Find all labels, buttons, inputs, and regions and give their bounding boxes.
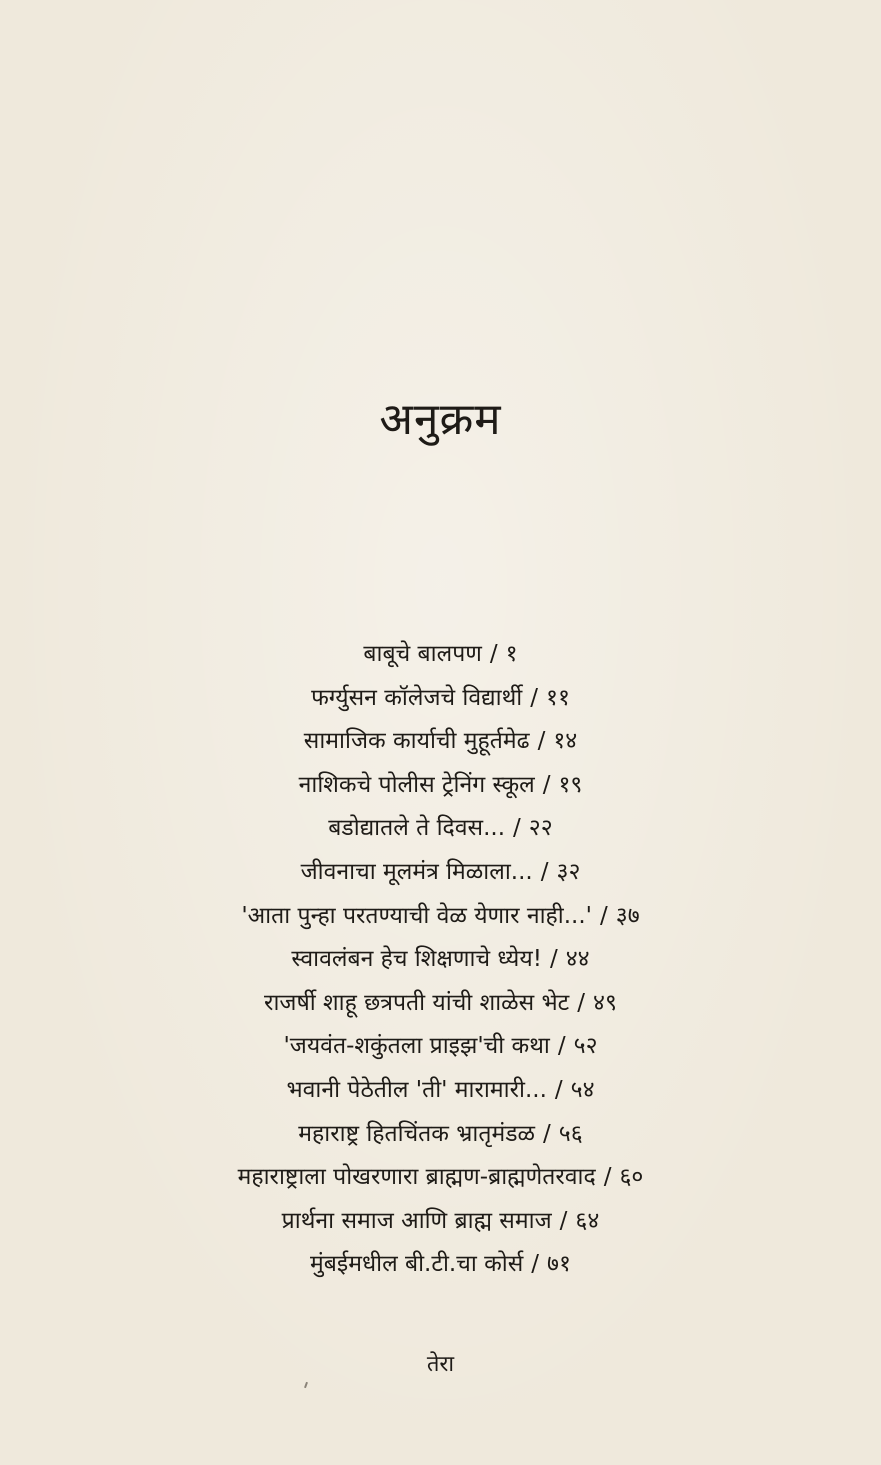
toc-entry bbox=[0, 720, 881, 764]
entry-page: ६० bbox=[619, 1164, 644, 1191]
toc-entry bbox=[0, 677, 881, 721]
entry-page: ११ bbox=[546, 684, 570, 711]
entry-title: बाबूचे बालपण bbox=[363, 641, 482, 667]
entry-separator: / bbox=[530, 684, 539, 711]
toc-entry bbox=[0, 764, 881, 808]
entry-page: २२ bbox=[528, 815, 553, 842]
entry-title: नाशिकचे पोलीस ट्रेनिंग स्कूल bbox=[298, 771, 535, 798]
entry-page: ३७ bbox=[615, 902, 640, 929]
entry-page: १९ bbox=[558, 771, 583, 798]
entry-page: ५६ bbox=[558, 1120, 583, 1147]
entry-page: ६४ bbox=[575, 1207, 600, 1234]
entry-separator: / bbox=[543, 1120, 551, 1147]
entry-separator: / bbox=[537, 728, 546, 755]
entry-separator: / bbox=[554, 1076, 563, 1103]
entry-title: मुंबईमधील बी.टी.चा कोर्स bbox=[310, 1251, 524, 1278]
entry-title: महाराष्ट्राला पोखरणारा ब्राह्मण-ब्राह्मणेतरवाद bbox=[237, 1164, 596, 1191]
toc-entry bbox=[0, 1243, 881, 1287]
toc-entry bbox=[0, 982, 881, 1026]
toc-entry bbox=[0, 1200, 881, 1244]
entry-page: १ bbox=[505, 641, 518, 667]
toc-entry bbox=[0, 895, 881, 939]
entry-page: ४४ bbox=[565, 946, 590, 973]
entry-separator: / bbox=[603, 1164, 612, 1191]
entry-title: जीवनाचा मूलमंत्र मिळाला... bbox=[300, 858, 533, 885]
entry-title: महाराष्ट्र हितचिंतक भ्रातृमंडळ bbox=[298, 1120, 536, 1147]
entry-separator: / bbox=[531, 1251, 540, 1278]
entry-separator: / bbox=[559, 1207, 568, 1234]
entry-separator: / bbox=[577, 989, 586, 1016]
entry-separator: / bbox=[542, 771, 551, 798]
entry-title: प्रार्थना समाज आणि ब्राह्म समाज bbox=[281, 1207, 552, 1234]
table-of-contents bbox=[0, 633, 881, 1287]
toc-entry bbox=[0, 807, 881, 851]
entry-title: 'जयवंत-शकुंतला प्राइझ'ची कथा bbox=[283, 1033, 550, 1060]
page-number: तेरा bbox=[426, 1352, 455, 1377]
toc-entry bbox=[0, 633, 881, 677]
entry-page: ५४ bbox=[570, 1076, 595, 1103]
entry-separator: / bbox=[557, 1033, 566, 1060]
contents-heading: अनुक्रम bbox=[379, 394, 502, 445]
toc-entry bbox=[0, 1069, 881, 1113]
entry-page: ४९ bbox=[593, 989, 617, 1016]
entry-separator: / bbox=[540, 858, 549, 885]
entry-title: भवानी पेठेतील 'ती' मारामारी... bbox=[286, 1076, 547, 1103]
toc-entry bbox=[0, 1113, 881, 1157]
entry-separator: / bbox=[513, 815, 521, 842]
toc-entry bbox=[0, 1156, 881, 1200]
entry-title: स्वावलंबन हेच शिक्षणाचे ध्येय! bbox=[291, 946, 542, 973]
entry-title: सामाजिक कार्याची मुहूर्तमेढ bbox=[303, 728, 530, 755]
entry-page: १४ bbox=[553, 728, 578, 755]
entry-page: ७१ bbox=[547, 1251, 571, 1278]
entry-separator: / bbox=[489, 641, 498, 667]
toc-entry bbox=[0, 1025, 881, 1069]
entry-page: ३२ bbox=[556, 858, 581, 885]
paper-speck bbox=[304, 1382, 308, 1388]
entry-title: बडोद्यातले ते दिवस... bbox=[328, 815, 506, 842]
toc-entry bbox=[0, 851, 881, 895]
entry-title: 'आता पुन्हा परतण्याची वेळ येणार नाही...' bbox=[241, 902, 592, 929]
entry-page: ५२ bbox=[573, 1033, 598, 1060]
toc-entry bbox=[0, 938, 881, 982]
entry-title: राजर्षी शाहू छत्रपती यांची शाळेस भेट bbox=[264, 989, 570, 1016]
entry-separator: / bbox=[549, 946, 558, 973]
entry-separator: / bbox=[600, 902, 608, 929]
entry-title: फर्ग्युसन कॉलेजचे विद्यार्थी bbox=[311, 684, 523, 711]
